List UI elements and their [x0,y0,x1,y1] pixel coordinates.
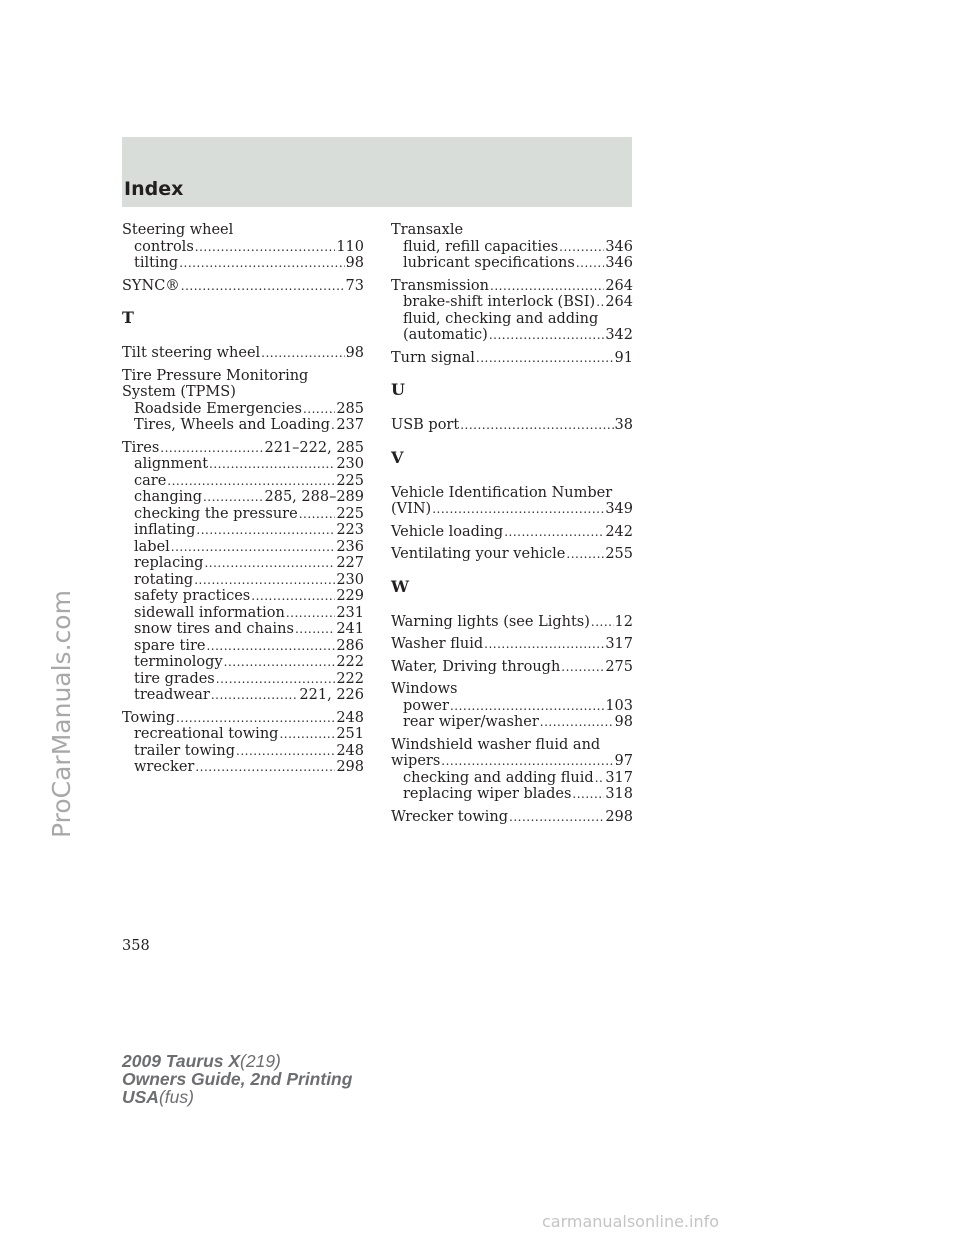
section-letter: W [391,576,409,596]
page-reference: 98 [345,345,364,361]
index-entry [391,659,633,676]
entry-text: care [134,472,167,489]
index-subentry [122,743,364,760]
dot-leader [179,255,344,272]
page-reference: 223 [336,522,364,538]
dot-leader [591,614,614,631]
index-entry [122,345,364,362]
entry-text: SYNC® [122,277,180,294]
index-subentry [391,294,633,311]
dot-leader [484,636,604,653]
page-reference: 221–222, 285 [264,439,364,456]
entry-text: treadwear [134,687,210,703]
index-subentry [122,687,364,704]
dot-leader [160,440,263,457]
entry-text: Warning lights (see Lights) [391,613,590,630]
index-entry [391,278,633,344]
dot-leader [299,506,336,523]
entry-text: rear wiper/washer [403,714,539,730]
index-term [391,417,633,434]
index-entry [122,440,364,704]
index-term [391,681,633,698]
entry-text: rotating [134,571,194,588]
entry-text: Water, Driving through [391,658,561,675]
index-subentry [122,621,364,638]
page-reference: 285 [336,400,364,417]
page-reference: 298 [336,759,364,775]
index-subentry [391,311,633,328]
index-subentry [122,671,364,688]
dot-leader [203,489,264,506]
dot-leader [224,654,336,671]
entry-text: Windows [391,681,458,697]
page-reference: 98 [614,714,633,730]
page-reference: 317 [605,636,633,652]
dot-leader [572,786,604,803]
entry-text: wipers [391,753,441,769]
page-reference: 251 [336,726,364,742]
entry-text: fluid, refill capacities [403,238,559,255]
entry-text: Towing [122,709,175,726]
page-reference: 229 [336,588,364,604]
page-reference: 236 [336,538,364,555]
entry-text: lubricant specifications [403,255,575,271]
index-term [391,485,633,502]
page-reference: 264 [605,277,633,294]
entry-text: changing [134,489,202,505]
section-letter: V [391,447,404,467]
page-reference: 38 [614,417,633,433]
page-reference: 285, 288–289 [264,489,364,505]
index-entry [391,681,633,731]
footer-model-code: (219) [240,1051,281,1071]
entry-text: System (TPMS) [122,384,236,400]
entry-text: Turn signal [391,349,475,366]
page-reference: 12 [614,613,633,630]
entry-text: sidewall information [134,604,285,621]
dot-leader [596,294,604,311]
index-entry [122,278,364,295]
entry-text: controls [134,238,194,255]
dot-leader [303,401,335,418]
index-subentry [122,522,364,539]
dot-leader [295,621,335,638]
dot-leader [450,698,604,715]
entry-text: tilting [134,255,179,271]
entry-text: brake-shift interlock (BSI) [403,294,596,310]
entry-text: Tires [122,439,160,456]
dot-leader [540,714,614,731]
index-term [391,222,633,239]
entry-text: recreational towing [134,726,279,742]
entry-text: inflating [134,522,196,538]
index-subentry [122,605,364,622]
dot-leader [216,671,336,688]
page-reference: 98 [345,255,364,271]
index-term [391,501,633,518]
page-number: 358 [122,938,150,954]
dot-leader [460,417,613,434]
entry-text: Transmission [391,277,490,294]
index-entry [391,524,633,541]
index-entry [391,350,633,367]
entry-text: Vehicle Identification Number [391,484,613,501]
footer-guide: Owners Guide, 2nd Printing [122,1069,353,1089]
index-subentry [122,456,364,473]
page-reference: 103 [605,697,633,714]
page-reference: 222 [336,670,364,687]
dot-leader [432,501,604,518]
index-term [122,384,364,401]
entry-text: replacing wiper blades [403,786,572,802]
entry-text: alignment [134,456,209,472]
footer-line-model [122,1052,352,1070]
dot-leader [595,770,605,787]
index-subentry [122,401,364,418]
dot-leader [489,327,604,344]
dot-leader [566,546,604,563]
index-term [122,278,364,295]
page-reference: 73 [345,277,364,294]
entry-text: snow tires and chains [134,621,294,637]
section-letter: U [391,380,405,399]
index-subentry [391,714,633,731]
page-reference: 264 [605,294,633,310]
page-reference: 237 [336,417,364,433]
index-term [391,636,633,653]
page-reference: 346 [605,255,633,271]
page-reference: 230 [336,456,364,472]
index-term [122,368,364,385]
entry-text: Tire Pressure Monitoring [122,367,309,384]
index-subentry [122,417,364,434]
index-subentry [122,638,364,655]
entry-text: power [403,697,449,714]
entry-text: USB port [391,417,460,433]
page-reference: 317 [605,769,633,786]
page-reference: 227 [336,555,364,571]
entry-text: checking the pressure [134,505,298,522]
dot-leader [576,255,604,272]
dot-leader [209,456,335,473]
index-subentry [391,239,633,256]
entry-text: Wrecker towing [391,808,509,825]
index-entry [391,737,633,803]
entry-text: tire grades [134,670,215,687]
page-reference: 230 [336,571,364,588]
entry-text: replacing [134,555,204,571]
dot-leader [476,350,614,367]
entry-text: terminology [134,654,223,670]
page-title: Index [124,178,184,200]
footer-line-region [122,1088,352,1106]
index-subentry [122,539,364,556]
page-reference: 349 [605,501,633,517]
index-term [391,524,633,541]
index-entry [122,222,364,272]
index-subentry [122,255,364,272]
footer-region-code: (fus) [158,1087,194,1107]
page-reference: 222 [336,654,364,670]
entry-text: Vehicle loading [391,523,504,540]
index-term [122,440,364,457]
entry-text: wrecker [134,759,195,775]
index-subentry [122,654,364,671]
index-entry [391,614,633,631]
entry-text: (VIN) [391,501,432,517]
dot-leader [279,726,335,743]
page-reference: 318 [605,786,633,802]
entry-text: checking and adding fluid [403,769,594,786]
header-band [122,137,632,207]
entry-text: label [134,538,170,555]
index-entry [122,710,364,776]
entry-text: Ventilating your vehicle [391,546,566,562]
page-reference: 225 [336,505,364,522]
index-term [122,710,364,727]
index-entry [391,546,633,563]
index-subentry [391,770,633,787]
dot-leader [490,278,604,295]
index-subentry [122,588,364,605]
index-subentry [122,726,364,743]
index-term [122,345,364,362]
index-term [391,753,633,770]
footer-imprint [122,1052,352,1106]
index-subentry [122,473,364,490]
dot-leader [504,524,604,541]
entry-text: Steering wheel [122,222,234,238]
dot-leader [171,539,336,556]
index-term [391,737,633,754]
dot-leader [261,345,344,362]
index-term [391,659,633,676]
page-reference: 231 [336,604,364,621]
index-entry [391,222,633,272]
page-reference: 248 [336,742,364,759]
index-entry [391,485,633,518]
index-term [391,546,633,563]
dot-leader [251,588,335,605]
entry-text: Roadside Emergencies [134,400,302,417]
entry-text: spare tire [134,637,206,654]
dot-leader [167,473,335,490]
entry-text: fluid, checking and adding [403,310,599,327]
index-subentry [122,506,364,523]
page-reference: 342 [605,327,633,343]
dot-leader [509,809,604,826]
dot-leader [206,638,335,655]
page-reference: 225 [336,472,364,489]
dot-leader [236,743,335,760]
entry-text: Windshield washer fluid and [391,736,601,753]
page-reference: 298 [605,808,633,825]
index-entry [391,636,633,653]
page-reference: 255 [605,546,633,562]
index-subentry [122,489,364,506]
dot-leader [194,572,335,589]
index-entry [122,368,364,434]
dot-leader [286,605,335,622]
page-reference: 221, 226 [299,687,364,703]
page-reference: 286 [336,637,364,654]
index-term [391,809,633,826]
index-term [122,222,364,239]
dot-leader [211,687,299,704]
entry-text: Tilt steering wheel [122,345,261,361]
dot-leader [195,239,336,256]
entry-text: trailer towing [134,742,236,759]
index-entry [391,809,633,826]
dot-leader [441,753,613,770]
index-term [391,614,633,631]
entry-text: Transaxle [391,222,464,238]
page-reference: 346 [605,238,633,255]
page-reference: 248 [336,709,364,726]
entry-text: safety practices [134,588,251,604]
footer-line-guide [122,1070,352,1088]
page-reference: 275 [605,658,633,675]
index-subentry [391,327,633,344]
footer-site: carmanualsonline.info [542,1212,720,1231]
index-subentry [122,555,364,572]
entry-text: Washer fluid [391,636,484,652]
index-entry [391,417,633,434]
dot-leader [196,522,335,539]
watermark: ProCarManuals.com [47,590,76,838]
index-subentry [391,786,633,803]
page-reference: 97 [614,753,633,769]
entry-text: (automatic) [403,327,488,343]
dot-leader [195,759,335,776]
entry-text: Tires, Wheels and Loading [134,417,330,433]
section-letter: T [122,308,134,327]
index-subentry [391,255,633,272]
index-subentry [122,759,364,776]
dot-leader [559,239,604,256]
index-subentry [122,572,364,589]
dot-leader [181,278,345,295]
dot-leader [331,417,335,434]
index-column-left [122,222,364,782]
dot-leader [176,710,335,727]
page-reference: 241 [336,621,364,637]
footer-region: USA [122,1087,159,1107]
index-subentry [391,698,633,715]
index-column-right [391,222,633,831]
footer-model: 2009 Taurus X [122,1051,241,1071]
dot-leader [204,555,335,572]
index-subentry [122,239,364,256]
page-reference: 110 [336,238,364,255]
dot-leader [561,659,604,676]
index-term [391,278,633,295]
page-reference: 91 [614,349,633,366]
page-reference: 242 [605,523,633,540]
index-term [391,350,633,367]
